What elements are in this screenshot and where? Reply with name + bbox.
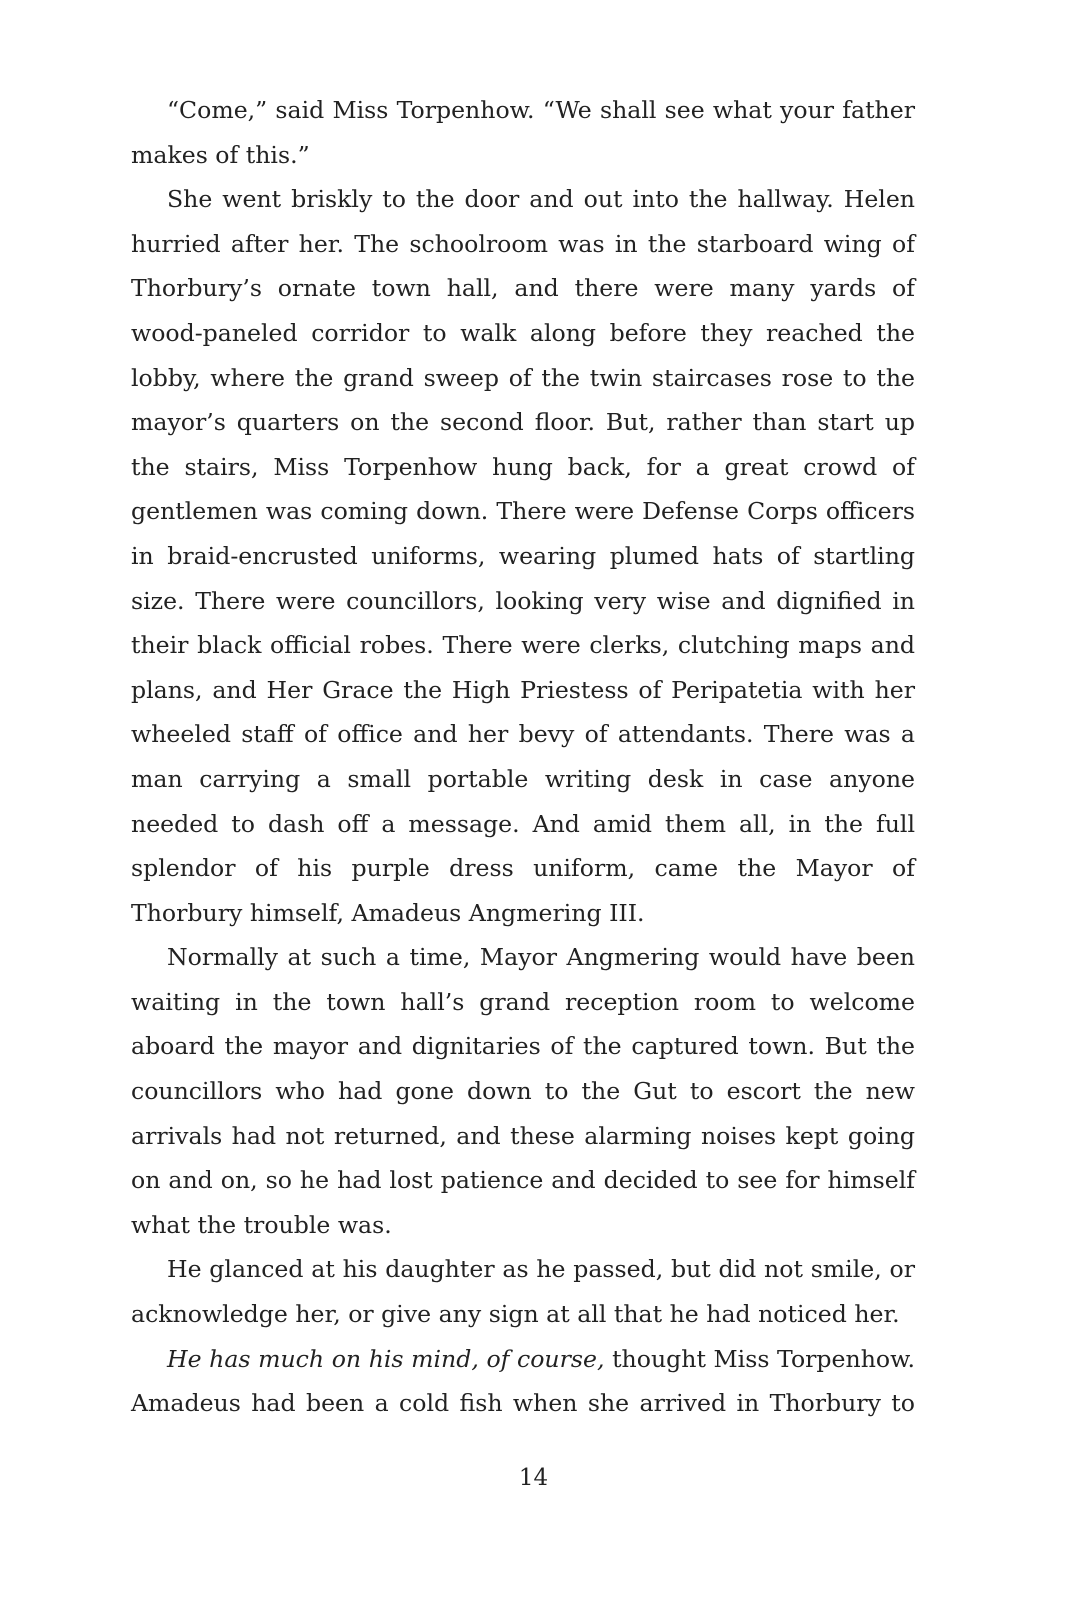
- italic-thought: He has much on his mind, of course,: [167, 1344, 605, 1373]
- page-number: 14: [518, 1465, 549, 1491]
- paragraph-4: He glanced at his daughter as he passed, but did not smile, or acknowledge her, or give any sign at all that he had noticed her.: [131, 1255, 915, 1329]
- paragraph-1: “Come,” said Miss Torpenhow. “We shall see what your father makes of this.”: [131, 96, 915, 169]
- paragraph-5-rest: thought Miss Torpenhow. Amadeus had been a cold fish when she arrived in Thorbury to: [131, 1344, 915, 1418]
- paragraph-2: She went briskly to the door and out into the hallway. Helen hurried after her. The schoolroom was in the starboard wing of Thorbury’s ornate town hall, and there were many yards of wood-paneled corridor to walk along before they reached the lobby, where the grand sweep of the twin staircases rose to the mayor’s quarters on the second floor. But, rather than start up the stairs, Miss Torpenhow hung back, for a great crowd of gentlemen was coming down. There were Defense Corps officers in braid-encrusted uniforms, wearing plumed hats of startling size. There were councillors, looking very wise and dignified in their black official robes. There were clerks, clutching maps and plans, and Her Grace the High Priestess of Peripatetia with her wheeled staff of office and her bevy of attendants. There was a man carrying a small portable writing desk in case anyone needed to dash off a message. And amid them all, in the full splendor of his purple dress uniform, came the Mayor of Thorbury himself, Amadeus Angmering III.: [131, 185, 915, 927]
- paragraph-3: Normally at such a time, Mayor Angmering would have been waiting in the town hall’s grand reception room to welcome aboard the mayor and dignitaries of the captured town. But the councillors who had gone down to the Gut to escort the new arrivals had not returned, and these alarming noises kept going on and on, so he had lost patience and decided to see for himself what the trouble was.: [131, 943, 915, 1239]
- body-text: [131, 88, 915, 1426]
- paragraph-5: [131, 1337, 915, 1426]
